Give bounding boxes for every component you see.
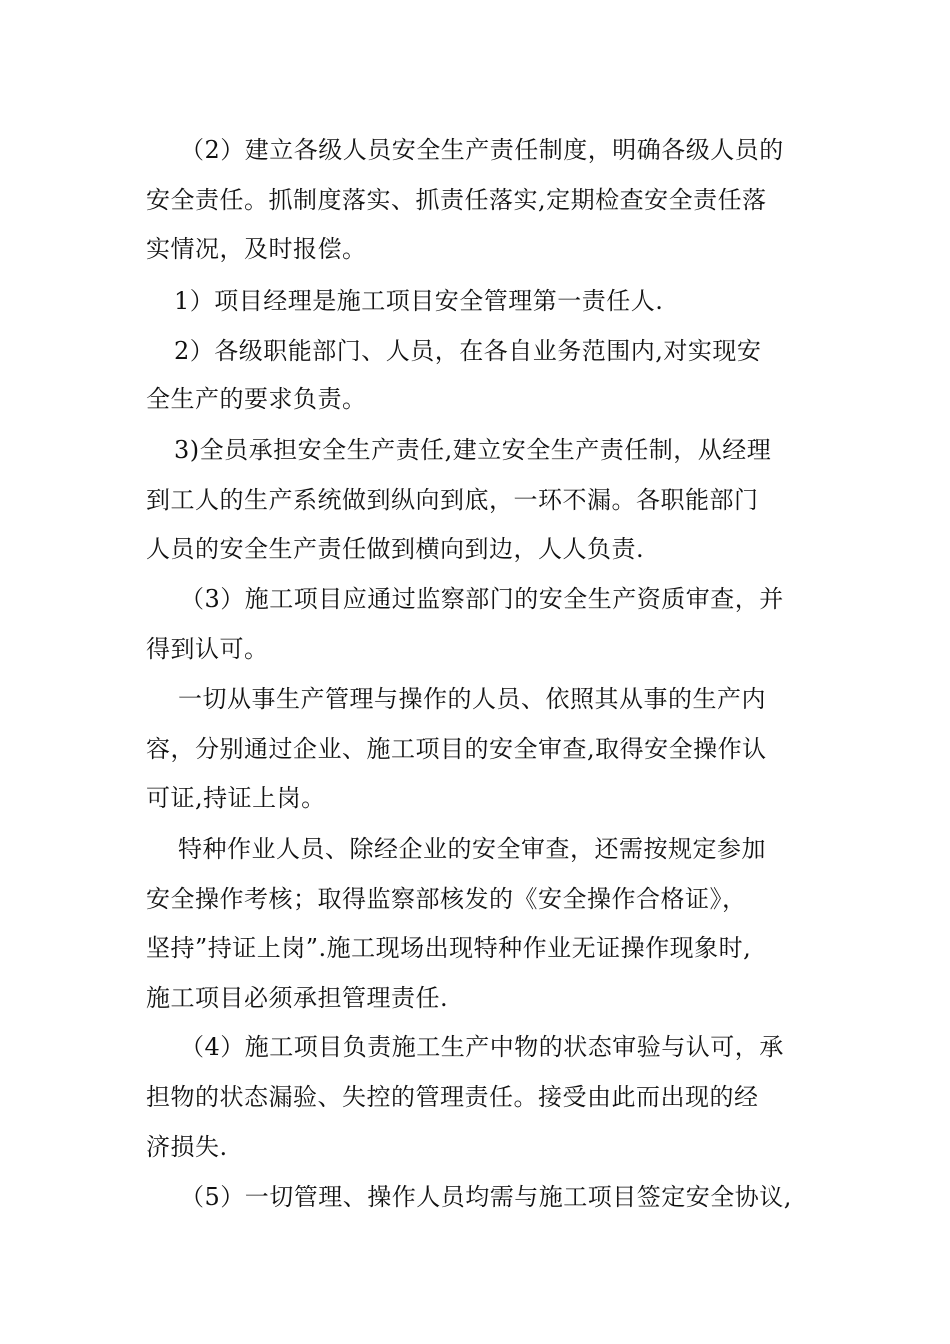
text-line: 1）项目经理是施工项目安全管理第一责任人. xyxy=(174,287,664,315)
text-line: 全生产的要求负责。 xyxy=(146,385,367,413)
text-line: （4）施工项目负责施工生产中物的状态审验与认可，承 xyxy=(180,1033,784,1061)
text-line: 容，分别通过企业、施工项目的安全审查,取得安全操作认 xyxy=(146,735,767,763)
text-line: 得到认可。 xyxy=(146,635,269,663)
text-line: 可证,持证上岗。 xyxy=(146,784,326,812)
text-line: 济损失. xyxy=(146,1133,228,1161)
text-line: 安全操作考核；取得监察部核发的《安全操作合格证》， xyxy=(146,885,747,913)
text-line: （5）一切管理、操作人员均需与施工项目签定安全协议, xyxy=(180,1183,792,1211)
text-line: 人员的安全生产责任做到横向到边，人人负责. xyxy=(146,535,645,563)
text-line: 一切从事生产管理与操作的人员、依照其从事的生产内 xyxy=(178,685,766,713)
text-line: 2）各级职能部门、人员，在各自业务范围内,对实现安 xyxy=(174,337,762,365)
text-line: 担物的状态漏验、失控的管理责任。接受由此而出现的经 xyxy=(146,1083,759,1111)
text-line: 到工人的生产系统做到纵向到底，一环不漏。各职能部门 xyxy=(146,486,759,514)
text-line: （2）建立各级人员安全生产责任制度，明确各级人员的 xyxy=(180,136,784,164)
text-line: 安全责任。抓制度落实、抓责任落实,定期检查安全责任落 xyxy=(146,186,767,214)
text-line: 实情况，及时报偿。 xyxy=(146,235,367,263)
text-line: 坚持”持证上岗”.施工现场出现特种作业无证操作现象时, xyxy=(146,934,752,962)
text-line: 施工项目必须承担管理责任. xyxy=(146,984,449,1012)
text-line: 3)全员承担安全生产责任,建立安全生产责任制，从经理 xyxy=(174,436,772,464)
text-line: （3）施工项目应通过监察部门的安全生产资质审查，并 xyxy=(180,585,784,613)
text-line: 特种作业人员、除经企业的安全审查，还需按规定参加 xyxy=(178,835,766,863)
